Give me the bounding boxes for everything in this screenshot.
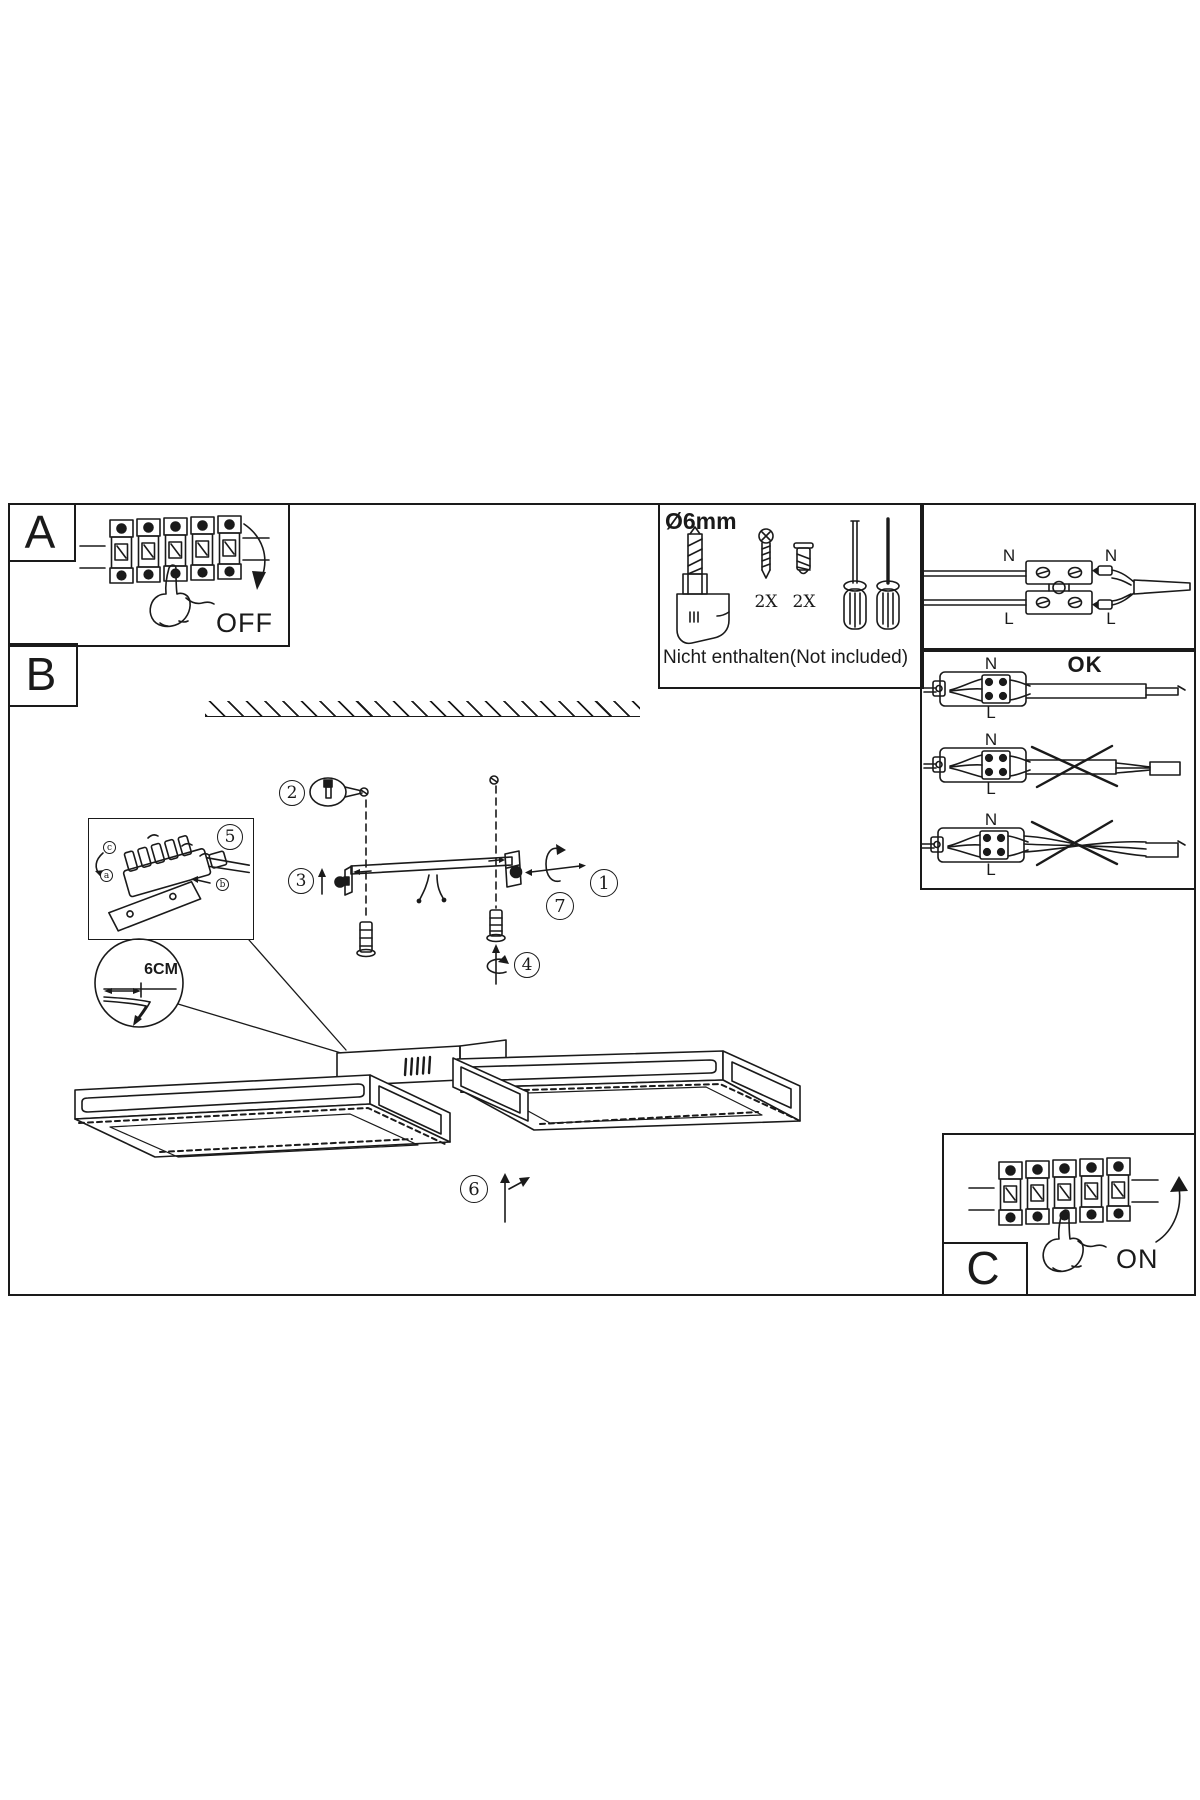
section-b-letter: B xyxy=(25,648,57,700)
step-4-badge: 4 xyxy=(514,952,540,978)
not-included-note: Nicht enthalten(Not included) xyxy=(663,647,909,668)
terminal-l-left: L xyxy=(1004,609,1014,628)
step-1-badge: 1 xyxy=(590,869,618,897)
on-label: ON xyxy=(1116,1244,1159,1274)
row3-l-label: L xyxy=(986,860,996,879)
step-6-badge: 6 xyxy=(460,1175,488,1203)
row2-l-label: L xyxy=(986,779,996,798)
measure-label: 6CM xyxy=(144,961,178,978)
detail-letter-c: c xyxy=(103,841,116,854)
step-7-badge: 7 xyxy=(546,892,574,920)
screw-in-rotation-icon xyxy=(487,944,509,984)
right-anchor-drawing xyxy=(487,910,505,942)
step-5-badge: 5 xyxy=(217,824,243,850)
wiring-example-wrong-2 xyxy=(922,821,1185,865)
terminal-l-right: L xyxy=(1106,609,1116,628)
screw-qty-label: 2X xyxy=(754,592,778,612)
light-fixture-drawing xyxy=(75,1040,800,1157)
lift-arrow-icon xyxy=(500,1173,530,1222)
row3-n-label: N xyxy=(984,810,998,829)
section-c-letter: C xyxy=(966,1242,1000,1294)
wiring-example-wrong-1 xyxy=(924,746,1180,787)
phillips-screwdriver-icon xyxy=(877,519,899,629)
drill-diameter-label: Ø6mm xyxy=(665,508,737,534)
terminal-block-diagram xyxy=(922,561,1190,614)
wall-anchor-icon xyxy=(794,543,813,574)
anchor-callout xyxy=(310,776,498,806)
measure-circle-drawing xyxy=(95,939,183,1027)
ok-label: OK xyxy=(1067,652,1103,677)
drill-bit-icon xyxy=(677,527,729,643)
detail-letter-a: a xyxy=(100,869,113,882)
step-2-badge: 2 xyxy=(279,780,305,806)
row1-l-label: L xyxy=(986,703,996,722)
detail-letter-b: b xyxy=(216,878,229,891)
terminal-n-right: N xyxy=(1104,546,1118,565)
terminal-n-left: N xyxy=(1002,546,1016,565)
step-3-badge: 3 xyxy=(288,868,314,894)
left-anchor-drawing xyxy=(357,922,375,957)
flat-screwdriver-icon xyxy=(844,521,866,629)
section-a-letter: A xyxy=(24,506,56,558)
wiring-example-ok xyxy=(924,672,1185,706)
screw-icon xyxy=(759,529,773,578)
rotate-slide-icon xyxy=(525,844,586,881)
ceiling-hatch xyxy=(205,701,640,717)
row2-n-label: N xyxy=(984,730,998,749)
row1-n-label: N xyxy=(984,654,998,673)
off-label: OFF xyxy=(216,608,273,638)
anchor-qty-label: 2X xyxy=(792,592,816,612)
mounting-bracket-drawing xyxy=(335,851,522,903)
